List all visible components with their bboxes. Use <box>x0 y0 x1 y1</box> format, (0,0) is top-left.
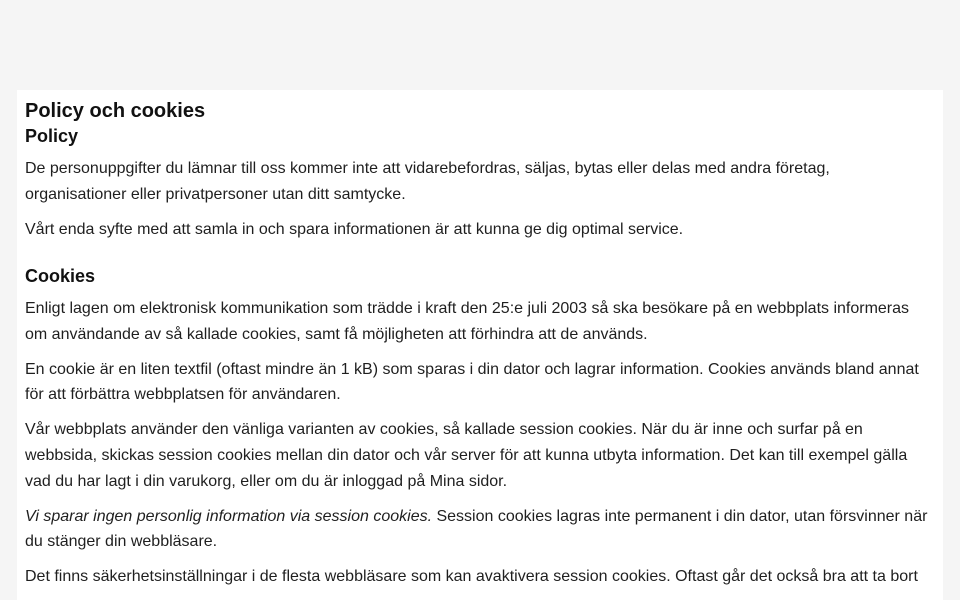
cookies-paragraph-1: Enligt lagen om elektronisk kommunikation som trädde i kraft den 25:e juli 2003 så ska besökare på en webbplats informeras om användande av så kallade cookies, samt få möjligheten att förhindra att de används. <box>25 300 910 343</box>
top-band <box>0 0 960 90</box>
session-cookies-note-rest: Session cookies lagras inte permanent i din dator, utan försvinner när du stänger din webbläsare. <box>25 507 928 551</box>
cookies-paragraph-4 <box>25 504 935 555</box>
policy-paragraph-2: Vårt enda syfte med att samla in och spara informationen är att kunna ge dig optimal service. <box>25 220 684 238</box>
session-cookies-italic-note: Vi sparar ingen personlig information via session cookies. <box>25 507 433 525</box>
cookies-paragraph-5: Det finns säkerhetsinställningar i de flesta webbläsare som kan avaktivera session cookies. Oftast går det också bra att ta bort <box>25 568 918 586</box>
cookies-paragraph-2: En cookie är en liten textfil (oftast mindre än 1 kB) som sparas i din dator och lagrar information. Cookies används bland annat för att förbättra webbplatsen för användaren. <box>25 360 919 404</box>
content-panel <box>17 90 943 600</box>
policy-paragraph-1: De personuppgifter du lämnar till oss kommer inte att vidarebefordras, säljas, bytas eller delas med andra företag, organisationer eller privatpersoner utan ditt samtycke. <box>25 160 830 203</box>
cookies-paragraph-3: Vår webbplats använder den vänliga varianten av cookies, så kallade session cookies. När du är inne och surfar på en webbsida, skickas session cookies mellan din dator och vår server för att kunna utbyta information. Det kan till exempel gälla vad du har lagt i din varukorg, eller om du är inloggad på Mina sidor. <box>25 421 908 490</box>
page-title: Policy och cookies <box>25 100 206 122</box>
cookies-heading: Cookies <box>25 266 96 287</box>
policy-heading: Policy <box>25 126 79 146</box>
